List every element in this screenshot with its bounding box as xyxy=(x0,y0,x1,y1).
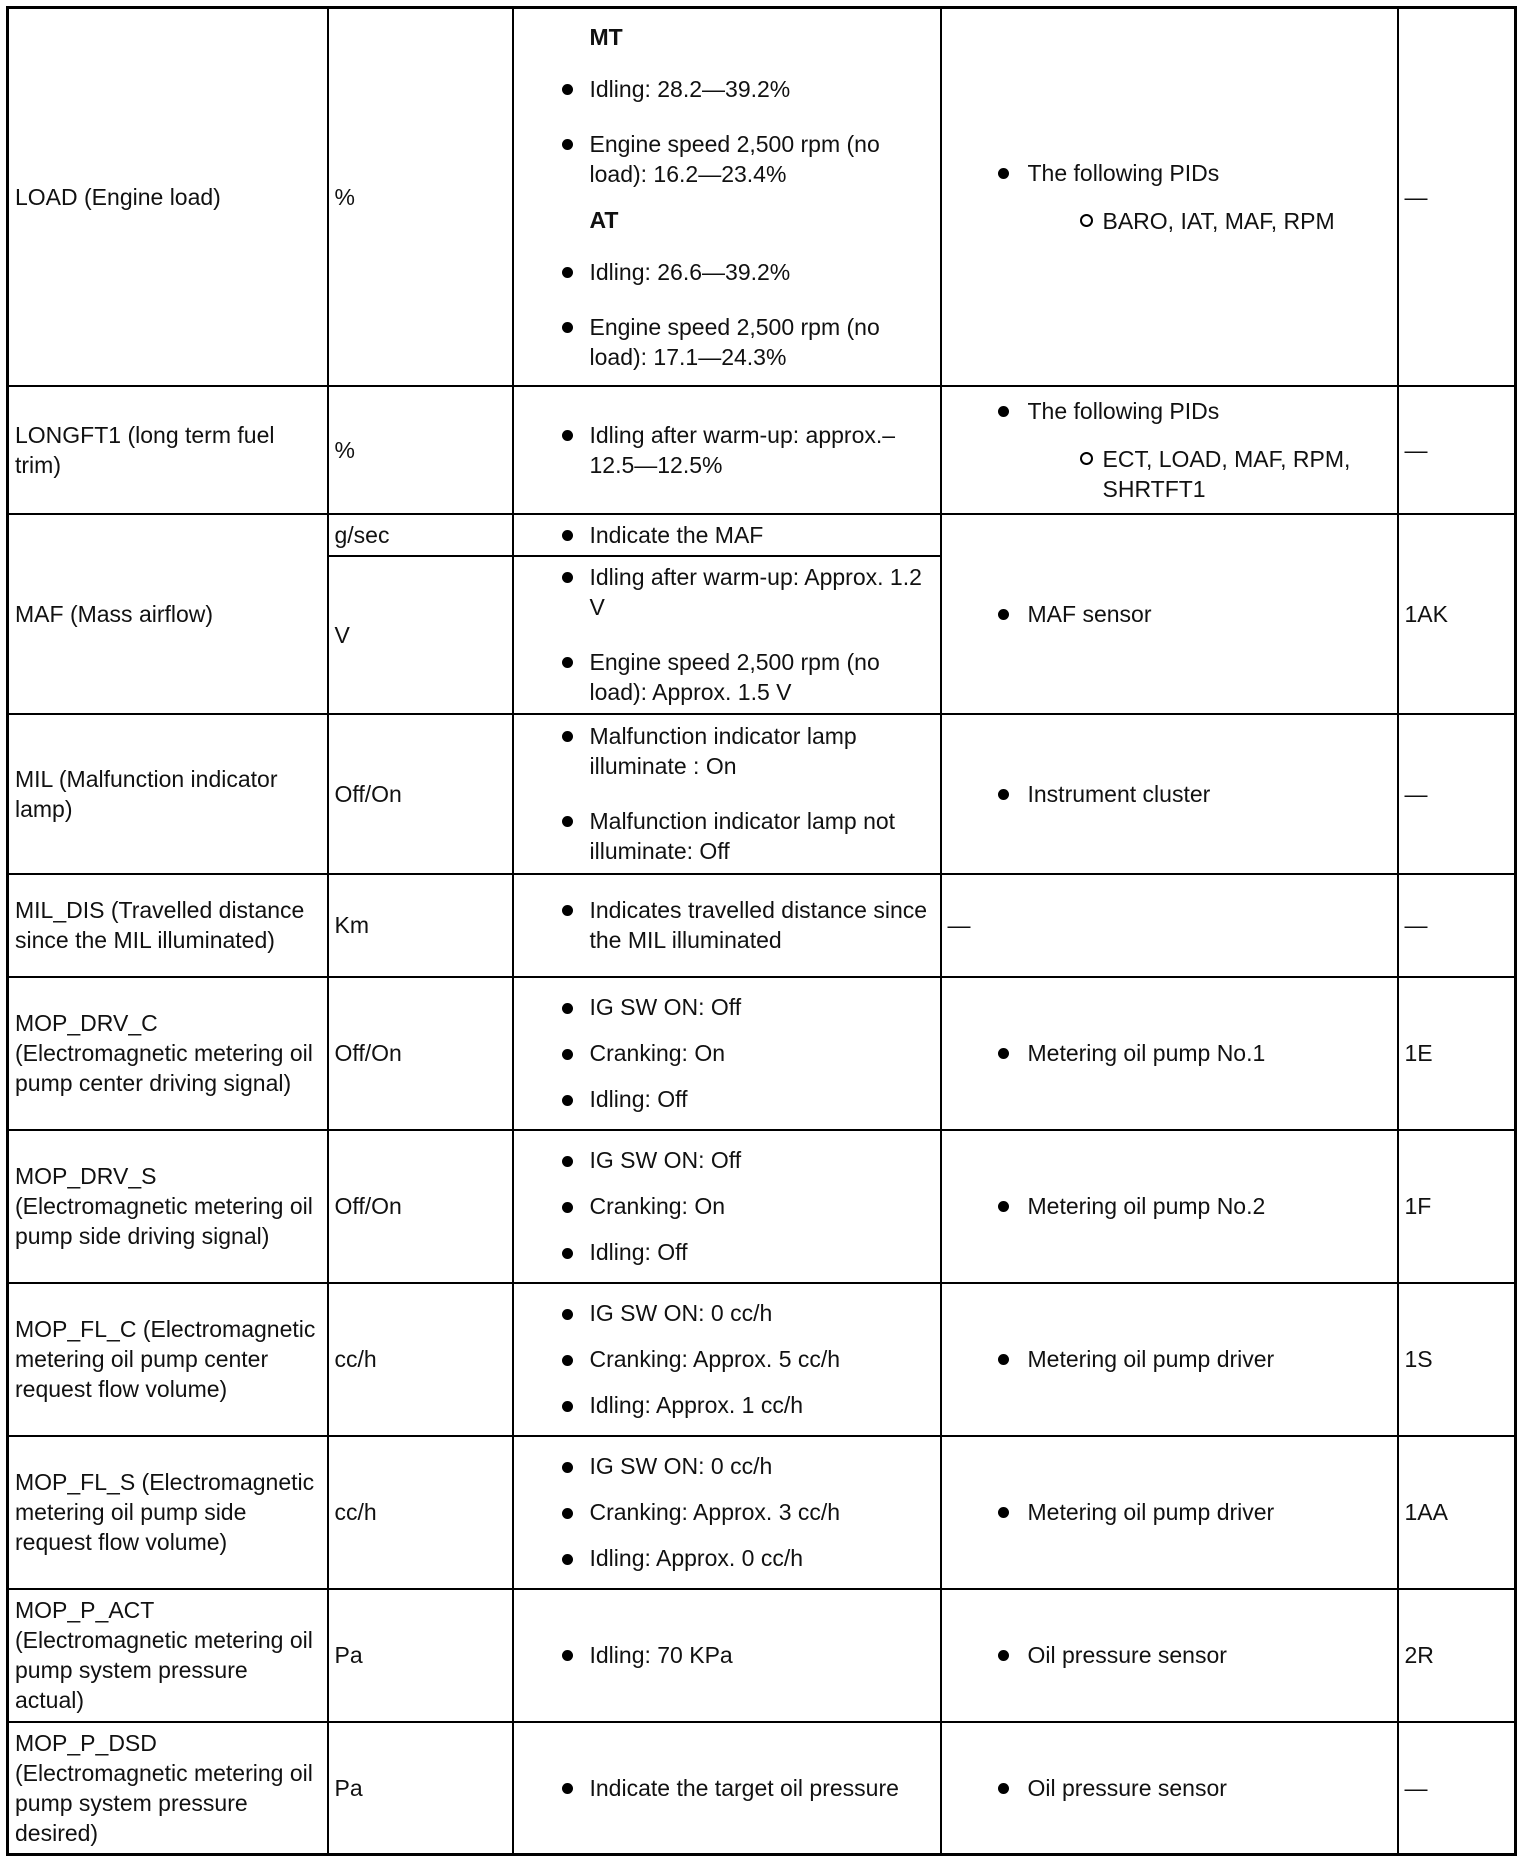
pid-name-cell: MOP_FL_S (Electromagnetic metering oil pump side request flow volume) xyxy=(8,1436,328,1589)
condition-item: Malfunction indicator lamp not illuminate: Off xyxy=(520,806,934,866)
pid-name-cell: MAF (Mass airflow) xyxy=(8,514,328,714)
table-row xyxy=(8,714,1516,874)
pid-name-cell: MOP_FL_C (Electromagnetic metering oil pump center request flow volume) xyxy=(8,1283,328,1436)
condition-item: Idling: 70 KPa xyxy=(520,1640,934,1670)
condition-item: Engine speed 2,500 rpm (no load): 17.1—24.3% xyxy=(520,312,934,372)
input-list xyxy=(948,1773,1391,1803)
unit-cell: cc/h xyxy=(328,1436,513,1589)
input-item-text: The following PIDs xyxy=(1027,159,1220,186)
condition-item: IG SW ON: 0 cc/h xyxy=(520,1299,934,1327)
pid-name-cell: LOAD (Engine load) xyxy=(8,8,328,386)
pid-name-cell: MOP_P_ACT (Electromagnetic metering oil pump system pressure actual) xyxy=(8,1589,328,1722)
condition-item: Indicate the MAF xyxy=(520,520,934,550)
condition-item: Engine speed 2,500 rpm (no load): Approx. 1.5 V xyxy=(520,647,934,707)
input-list xyxy=(948,1038,1391,1068)
pid-name-cell: MOP_DRV_C (Electromagnetic metering oil pump center driving signal) xyxy=(8,977,328,1130)
condition-list xyxy=(520,257,934,372)
condition-list xyxy=(520,420,934,480)
input-item-text: The following PIDs xyxy=(1027,397,1220,424)
input-list xyxy=(948,1344,1391,1374)
condition-item: IG SW ON: Off xyxy=(520,993,934,1021)
input-item: Oil pressure sensor xyxy=(948,1640,1391,1670)
condition-list xyxy=(520,520,934,550)
unit-cell: V xyxy=(328,556,513,714)
unit-cell: g/sec xyxy=(328,514,513,556)
input-item: MAF sensor xyxy=(948,599,1391,629)
condition-item: Idling: Approx. 0 cc/h xyxy=(520,1544,934,1572)
input-item: Metering oil pump No.2 xyxy=(948,1191,1391,1221)
condition-list xyxy=(520,721,934,866)
pid-name-cell: LONGFT1 (long term fuel trim) xyxy=(8,386,328,514)
terminal-cell: — xyxy=(1398,1722,1516,1855)
input-subitem: ECT, LOAD, MAF, RPM, SHRTFT1 xyxy=(1028,444,1391,504)
condition-item: Cranking: Approx. 3 cc/h xyxy=(520,1498,934,1526)
table-row xyxy=(8,1130,1516,1283)
input-cell xyxy=(941,1283,1398,1436)
input-cell xyxy=(941,8,1398,386)
input-cell xyxy=(941,386,1398,514)
table-row xyxy=(8,386,1516,514)
unit-cell: % xyxy=(328,386,513,514)
terminal-cell: — xyxy=(1398,8,1516,386)
condition-item: Idling: 26.6—39.2% xyxy=(520,257,934,287)
input-list xyxy=(948,779,1391,809)
table-row xyxy=(8,1283,1516,1436)
input-list xyxy=(948,1191,1391,1221)
terminal-cell: 1S xyxy=(1398,1283,1516,1436)
input-cell xyxy=(941,977,1398,1130)
condition-cell xyxy=(513,386,941,514)
condition-cell xyxy=(513,874,941,977)
terminal-cell: 2R xyxy=(1398,1589,1516,1722)
condition-list xyxy=(520,1640,934,1670)
input-item: Oil pressure sensor xyxy=(948,1773,1391,1803)
terminal-cell: — xyxy=(1398,874,1516,977)
unit-cell: cc/h xyxy=(328,1283,513,1436)
input-item xyxy=(948,396,1391,504)
input-cell xyxy=(941,1722,1398,1855)
table-row xyxy=(8,1589,1516,1722)
unit-cell: Pa xyxy=(328,1722,513,1855)
condition-item: Indicate the target oil pressure xyxy=(520,1773,934,1803)
pid-name-cell: MOP_DRV_S (Electromagnetic metering oil pump side driving signal) xyxy=(8,1130,328,1283)
document-page xyxy=(6,6,1514,1856)
condition-item: Engine speed 2,500 rpm (no load): 16.2—23.4% xyxy=(520,129,934,189)
transmission-label: AT xyxy=(589,206,619,233)
input-item: Instrument cluster xyxy=(948,779,1391,809)
condition-item: Malfunction indicator lamp illuminate : On xyxy=(520,721,934,781)
condition-item: IG SW ON: Off xyxy=(520,1146,934,1174)
condition-list xyxy=(520,1452,934,1572)
condition-item: Idling: 28.2—39.2% xyxy=(520,74,934,104)
table-row xyxy=(8,874,1516,977)
condition-cell xyxy=(513,514,941,556)
input-sublist xyxy=(1028,444,1391,504)
condition-list xyxy=(520,562,934,707)
condition-item: Cranking: On xyxy=(520,1192,934,1220)
input-list xyxy=(948,599,1391,629)
input-cell xyxy=(941,1589,1398,1722)
input-list xyxy=(948,1640,1391,1670)
condition-cell xyxy=(513,1283,941,1436)
table-row xyxy=(8,8,1516,386)
input-item: Metering oil pump driver xyxy=(948,1497,1391,1527)
condition-list xyxy=(520,74,934,189)
table-row xyxy=(8,514,1516,556)
condition-list xyxy=(520,895,934,955)
input-list xyxy=(948,396,1391,504)
input-sublist xyxy=(1028,206,1391,236)
input-cell xyxy=(941,1130,1398,1283)
input-subitem: BARO, IAT, MAF, RPM xyxy=(1028,206,1391,236)
terminal-cell: 1F xyxy=(1398,1130,1516,1283)
input-list xyxy=(948,158,1391,236)
terminal-cell: — xyxy=(1398,714,1516,874)
pid-name-cell: MIL (Malfunction indicator lamp) xyxy=(8,714,328,874)
condition-item: Idling: Off xyxy=(520,1238,934,1266)
table-row xyxy=(8,977,1516,1130)
unit-cell: Off/On xyxy=(328,977,513,1130)
input-item: Metering oil pump driver xyxy=(948,1344,1391,1374)
terminal-cell: — xyxy=(1398,386,1516,514)
terminal-cell: 1E xyxy=(1398,977,1516,1130)
condition-cell xyxy=(513,714,941,874)
input-cell xyxy=(941,1436,1398,1589)
terminal-cell: 1AK xyxy=(1398,514,1516,714)
condition-item: Idling after warm-up: approx.–12.5—12.5% xyxy=(520,420,934,480)
pid-table xyxy=(6,6,1517,1856)
condition-cell xyxy=(513,1130,941,1283)
condition-cell xyxy=(513,1722,941,1855)
input-item: Metering oil pump No.1 xyxy=(948,1038,1391,1068)
table-row xyxy=(8,1436,1516,1589)
condition-item: Cranking: On xyxy=(520,1039,934,1067)
table-row xyxy=(8,1722,1516,1855)
condition-cell xyxy=(513,1589,941,1722)
condition-item: Idling after warm-up: Approx. 1.2 V xyxy=(520,562,934,622)
input-item xyxy=(948,158,1391,236)
input-list xyxy=(948,1497,1391,1527)
condition-item: IG SW ON: 0 cc/h xyxy=(520,1452,934,1480)
condition-item: Cranking: Approx. 5 cc/h xyxy=(520,1345,934,1373)
transmission-label: MT xyxy=(589,23,623,50)
unit-cell: Off/On xyxy=(328,714,513,874)
input-cell xyxy=(941,714,1398,874)
condition-list xyxy=(520,993,934,1113)
input-cell: — xyxy=(941,874,1398,977)
condition-cell xyxy=(513,977,941,1130)
condition-cell xyxy=(513,556,941,714)
unit-cell: % xyxy=(328,8,513,386)
unit-cell: Pa xyxy=(328,1589,513,1722)
condition-cell xyxy=(513,8,941,386)
condition-item: Indicates travelled distance since the MIL illuminated xyxy=(520,895,934,955)
condition-list xyxy=(520,1773,934,1803)
condition-list xyxy=(520,1299,934,1419)
input-cell xyxy=(941,514,1398,714)
pid-name-cell: MIL_DIS (Travelled distance since the MIL illuminated) xyxy=(8,874,328,977)
unit-cell: Off/On xyxy=(328,1130,513,1283)
condition-item: Idling: Approx. 1 cc/h xyxy=(520,1391,934,1419)
unit-cell: Km xyxy=(328,874,513,977)
condition-cell xyxy=(513,1436,941,1589)
terminal-cell: 1AA xyxy=(1398,1436,1516,1589)
condition-item: Idling: Off xyxy=(520,1085,934,1113)
condition-list xyxy=(520,1146,934,1266)
pid-name-cell: MOP_P_DSD (Electromagnetic metering oil pump system pressure desired) xyxy=(8,1722,328,1855)
